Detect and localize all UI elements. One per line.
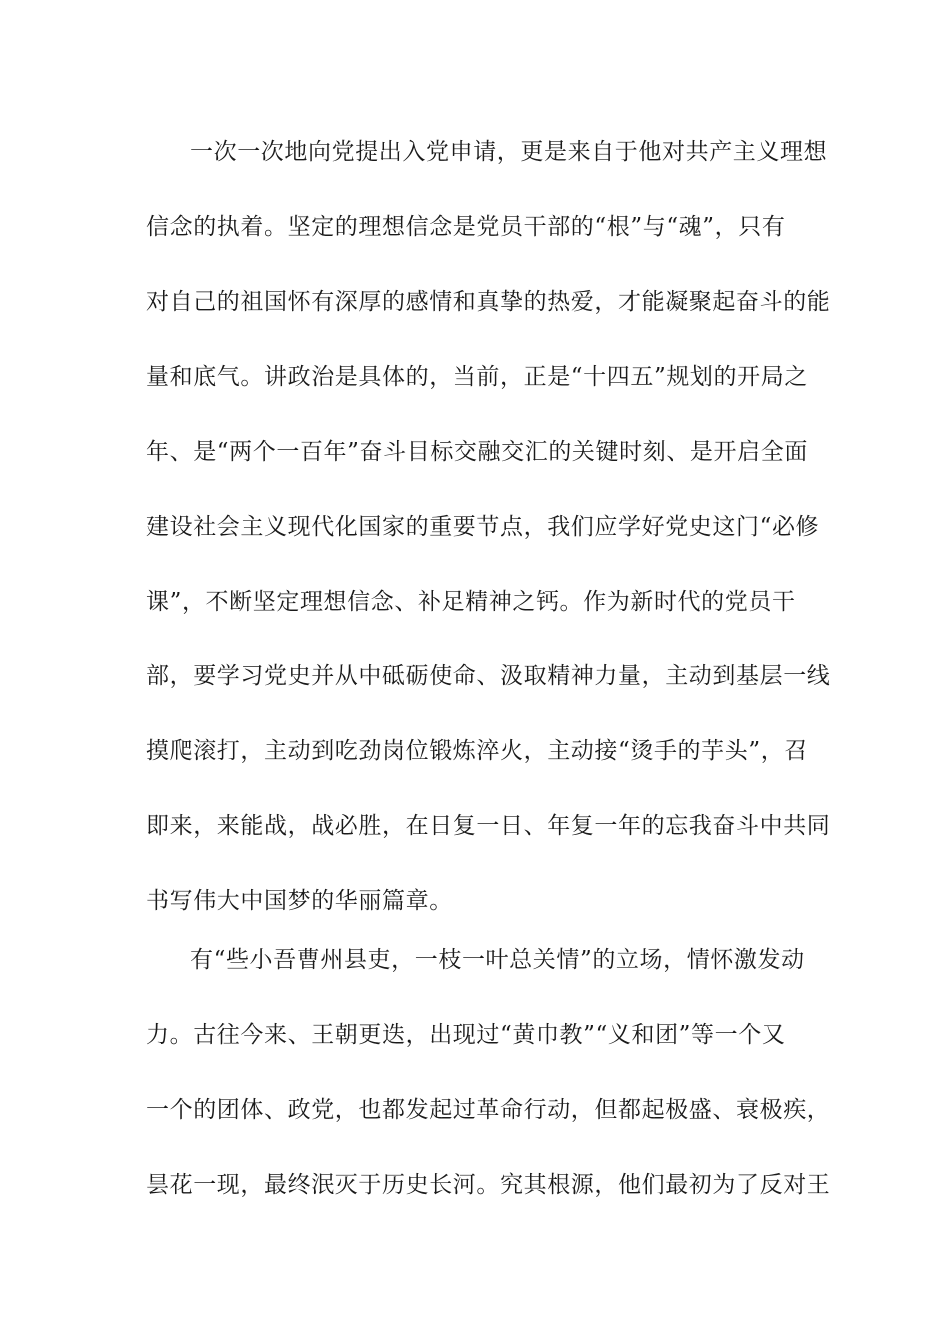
text-line: 量和底气。讲政治是具体的，当前，正是“十四五”规划的开局之	[146, 364, 808, 390]
text-line: 部，要学习党史并从中砥砺使命、汲取精神力量，主动到基层一线	[146, 663, 831, 689]
text-line: 即来，来能战，战必胜，在日复一日、年复一年的忘我奋斗中共同	[146, 813, 831, 839]
text-line: 信念的执着。坚定的理想信念是党员干部的“根”与“魂”，只有	[146, 214, 786, 240]
text-line: 一次一次地向党提出入党申请，更是来自于他对共产主义理想	[190, 139, 828, 165]
text-line: 建设社会主义现代化国家的重要节点，我们应学好党史这门“必修	[146, 514, 820, 540]
text-line: 书写伟大中国梦的华丽篇章。	[146, 888, 453, 914]
text-line: 有“些小吾曹州县吏，一枝一叶总关情”的立场，情怀激发动	[190, 947, 805, 973]
text-line: 课”，不断坚定理想信念、补足精神之钙。作为新时代的党员干	[146, 589, 796, 615]
text-line: 对自己的祖国怀有深厚的感情和真挚的热爱，才能凝聚起奋斗的能	[146, 289, 831, 315]
text-line: 一个的团体、政党，也都发起过革命行动，但都起极盛、衰极疾，	[146, 1097, 831, 1123]
text-line: 昙花一现，最终泯灭于历史长河。究其根源，他们最初为了反对王	[146, 1172, 831, 1198]
text-line: 年、是“两个一百年”奋斗目标交融交汇的关键时刻、是开启全面	[146, 439, 808, 465]
text-line: 摸爬滚打，主动到吃劲岗位锻炼淬火，主动接“烫手的芋头”，召	[146, 738, 808, 764]
text-line: 力。古往今来、王朝更迭，出现过“黄巾教”“义和团”等一个又	[146, 1022, 786, 1048]
